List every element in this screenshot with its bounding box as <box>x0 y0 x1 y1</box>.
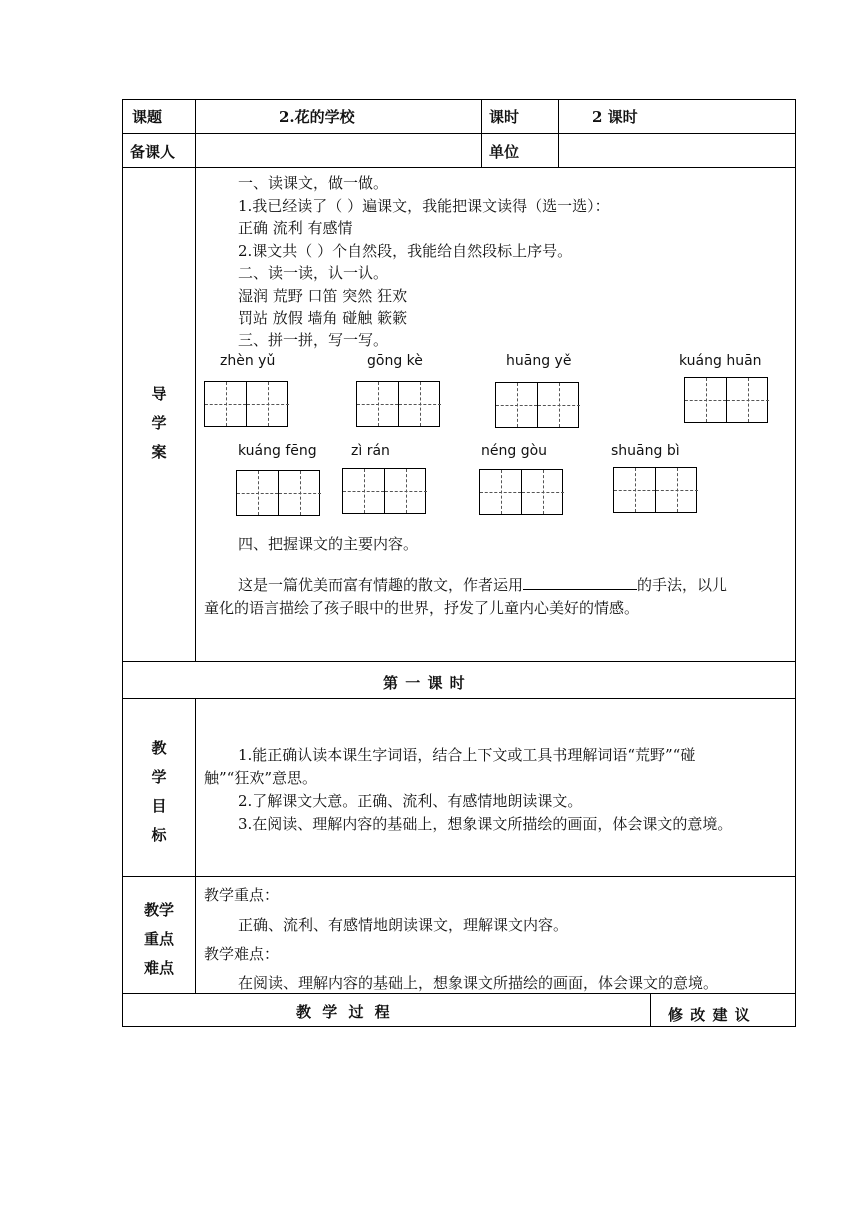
hours-value: 2 课时 <box>592 108 638 126</box>
guide-line-5: 二、读一读，认一认。 <box>238 264 389 282</box>
pinyin-label: gōng kè <box>367 353 423 369</box>
writing-grid[interactable] <box>342 468 426 514</box>
guide-line-1: 一、读课文，做一做。 <box>238 174 389 192</box>
hours-label: 课时 <box>489 108 520 126</box>
writing-grid[interactable] <box>479 469 563 515</box>
unit-label: 单位 <box>489 143 520 161</box>
guide-side-label: 导 学 案 <box>151 385 167 461</box>
pinyin-label: huāng yě <box>506 353 572 369</box>
writing-grid[interactable] <box>236 470 320 516</box>
process-label: 教 学 过 程 <box>296 1003 390 1021</box>
guide-line-4: 2.课文共（ ）个自然段，我能给自然段标上序号。 <box>238 242 573 260</box>
pinyin-label: zì rán <box>351 443 390 459</box>
pinyin-label: shuāng bì <box>611 443 680 459</box>
summary-line-1: 这是一篇优美而富有情趣的散文，作者运用 的手法，以儿 <box>238 576 728 594</box>
goal-item-1: 1.能正确认读本课生字词语，结合上下文或工具书理解词语“荒野”“碰 <box>238 746 696 764</box>
guide-line-6: 湿润 荒野 口笛 突然 狂欢 <box>238 287 408 305</box>
writing-grid[interactable] <box>356 381 440 427</box>
pinyin-label: kuáng huān <box>679 353 762 369</box>
writing-grid[interactable] <box>204 381 288 427</box>
writing-grid[interactable] <box>684 377 768 423</box>
guide-line-3: 正确 流利 有感情 <box>238 219 353 237</box>
pinyin-label: kuáng fēng <box>238 443 317 459</box>
focus-label: 教学重点： <box>204 886 280 904</box>
preparer-label: 备课人 <box>130 143 176 161</box>
goals-side-label: 教 学 目 标 <box>151 739 167 844</box>
section-4-heading: 四、把握课文的主要内容。 <box>238 535 419 553</box>
difficulty-label: 教学难点： <box>204 945 280 963</box>
goal-item-3: 3.在阅读、理解内容的基础上，想象课文所描绘的画面，体会课文的意境。 <box>238 815 733 833</box>
keys-side-label: 教学 重点 难点 <box>143 901 174 977</box>
topic-label: 课题 <box>132 108 163 126</box>
writing-grid[interactable] <box>495 382 579 428</box>
goal-item-2: 2.了解课文大意。正确、流利、有感情地朗读课文。 <box>238 792 583 810</box>
goal-item-1-cont: 触”“狂欢”意思。 <box>204 769 318 787</box>
guide-line-2: 1.我已经读了（ ）遍课文，我能把课文读得（选一选）： <box>238 197 610 215</box>
focus-text: 正确、流利、有感情地朗读课文，理解课文内容。 <box>238 916 569 934</box>
lesson-title: 第 一 课 时 <box>383 674 466 692</box>
difficulty-text: 在阅读、理解内容的基础上，想象课文所描绘的画面，体会课文的意境。 <box>238 974 719 992</box>
writing-grid[interactable] <box>613 467 697 513</box>
pinyin-label: zhèn yǔ <box>220 353 276 369</box>
guide-line-7: 罚站 放假 墙角 碰触 簌簌 <box>238 309 408 327</box>
suggestion-label: 修 改 建 议 <box>668 1006 750 1024</box>
guide-line-8: 三、拼一拼，写一写。 <box>238 331 389 349</box>
summary-line-2: 童化的语言描绘了孩子眼中的世界，抒发了儿童内心美好的情感。 <box>204 599 640 617</box>
pinyin-label: néng gòu <box>481 443 548 459</box>
topic-value: 2.花的学校 <box>279 108 355 126</box>
fill-blank[interactable] <box>523 574 637 590</box>
